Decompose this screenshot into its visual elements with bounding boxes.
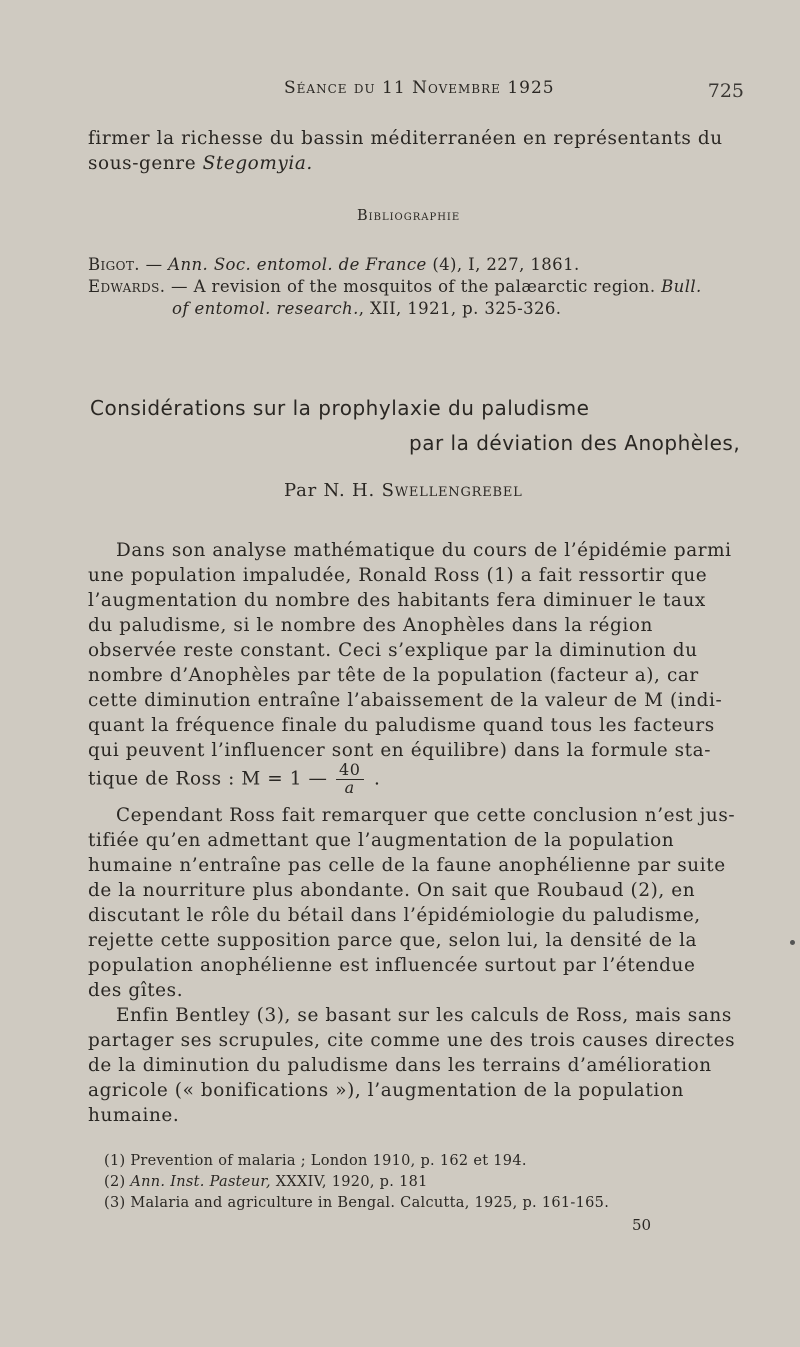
paragraph-line: Cependant Ross fait remarquer que cette conclusion n’est jus- bbox=[116, 805, 736, 826]
intro-line bbox=[88, 153, 313, 174]
article-title-line1: Considérations sur la prophylaxie du paludisme bbox=[90, 396, 590, 420]
paragraph-line: du paludisme, si le nombre des Anophèles dans la région bbox=[88, 615, 653, 636]
paragraph-line: cette diminution entraîne l’abaissement de la valeur de M (indi- bbox=[88, 690, 723, 711]
footnote: (3) Malaria and agriculture in Bengal. Calcutta, 1925, p. 161-165. bbox=[104, 1195, 610, 1211]
formula-line: tique de Ross : M = 1 — $\frac{40}{a}$ . bbox=[88, 760, 381, 797]
bib-author: Edwards. bbox=[88, 277, 166, 296]
paragraph-line: agricole (« bonifications »), l’augmentation de la population bbox=[88, 1080, 684, 1101]
paragraph-line: une population impaludée, Ronald Ross (1) a fait ressortir que bbox=[88, 565, 708, 586]
paragraph-line: qui peuvent l’influencer sont en équilibre) dans la formule sta- bbox=[88, 740, 712, 761]
footnote-mark: (2) bbox=[104, 1174, 126, 1190]
paragraph-line: humaine. bbox=[88, 1105, 180, 1126]
footnote-mark: (3) bbox=[104, 1195, 126, 1211]
formula-numerator: 40 bbox=[336, 762, 364, 780]
author-name: Swellengrebel bbox=[381, 480, 523, 501]
paragraph-line: observée reste constant. Ceci s’explique par la diminution du bbox=[88, 640, 698, 661]
bibliography-entry: Bigot. — Ann. Soc. entomol. de France (4), I, 227, 1861. bbox=[88, 255, 580, 274]
paragraph-line: des gîtes. bbox=[88, 980, 184, 1001]
page-number: 725 bbox=[707, 80, 744, 102]
article-byline: Par N. H. Swellengrebel bbox=[284, 480, 523, 501]
signature-mark: 50 bbox=[632, 1216, 652, 1234]
paragraph-line: quant la fréquence finale du paludisme quand tous les facteurs bbox=[88, 715, 715, 736]
bib-author: Bigot. bbox=[88, 255, 140, 274]
paragraph-line: de la diminution du paludisme dans les terrains d’amélioration bbox=[88, 1055, 712, 1076]
footnote: (1) Prevention of malaria ; London 1910, p. 162 et 194. bbox=[104, 1153, 527, 1169]
paragraph-line: partager ses scrupules, cite comme une des trois causes directes bbox=[88, 1030, 736, 1051]
paragraph-line: de la nourriture plus abondante. On sait que Roubaud (2), en bbox=[88, 880, 696, 901]
paragraph-line: tifiée qu’en admettant que l’augmentation de la population bbox=[88, 830, 675, 851]
intro-line: firmer la richesse du bassin méditerranéen en représentants du bbox=[88, 128, 723, 149]
paragraph-line: rejette cette supposition parce que, selon lui, la densité de la bbox=[88, 930, 698, 951]
footnote-mark: (1) bbox=[104, 1153, 126, 1169]
bibliography-heading: Bibliographie bbox=[357, 208, 461, 224]
running-title: Séance du 11 Novembre 1925 bbox=[284, 78, 555, 98]
paragraph-line: population anophélienne est influencée surtout par l’étendue bbox=[88, 955, 696, 976]
paragraph-line: humaine n’entraîne pas celle de la faune anophélienne par suite bbox=[88, 855, 726, 876]
bibliography-entry-continued: of entomol. research., XII, 1921, p. 325-326. bbox=[172, 299, 562, 318]
bibliography-entry: Edwards. — A revision of the mosquitos of the palæarctic region. Bull. bbox=[88, 277, 702, 296]
article-title-line2: par la déviation des Anophèles, bbox=[409, 431, 741, 455]
paragraph-line: l’augmentation du nombre des habitants fera diminuer le taux bbox=[88, 590, 706, 611]
intro-italic: Stegomyia. bbox=[202, 153, 313, 174]
footnote: (2) Ann. Inst. Pasteur, XXXIV, 1920, p. 181 bbox=[104, 1174, 428, 1190]
paragraph-line: Dans son analyse mathématique du cours de l’épidémie parmi bbox=[116, 540, 732, 561]
paper-speck bbox=[790, 940, 795, 945]
paragraph-line: nombre d’Anophèles par tête de la population (facteur a), car bbox=[88, 665, 699, 686]
formula-denominator: a bbox=[344, 777, 355, 797]
paragraph-line: discutant le rôle du bétail dans l’épidémiologie du paludisme, bbox=[88, 905, 701, 926]
paragraph-line: Enfin Bentley (3), se basant sur les calculs de Ross, mais sans bbox=[116, 1005, 732, 1026]
intro-text: sous-genre bbox=[88, 153, 197, 174]
formula-fraction bbox=[336, 762, 364, 797]
